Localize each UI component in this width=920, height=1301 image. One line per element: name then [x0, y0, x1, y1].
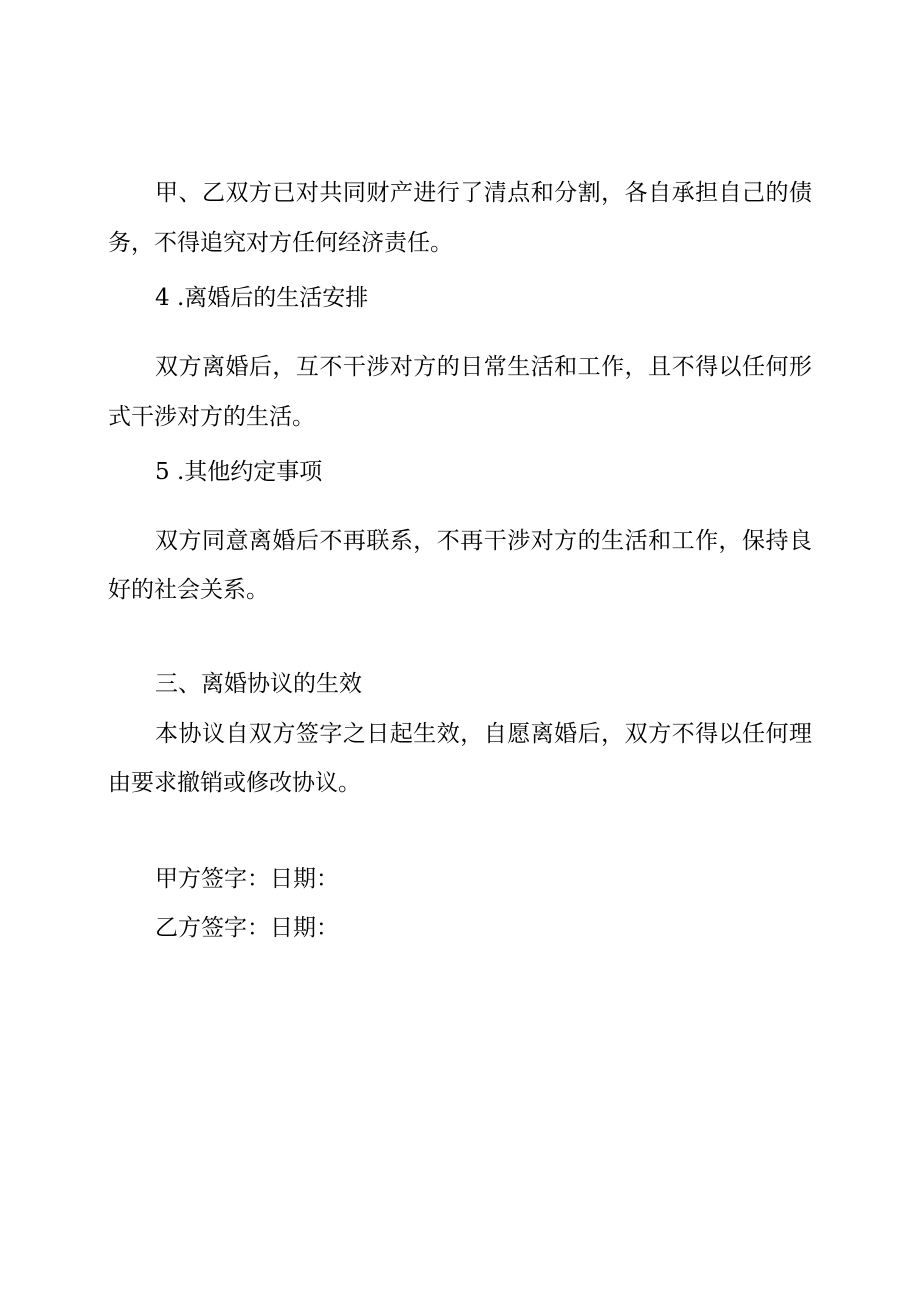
- section-effectiveness-title: 三、离婚协议的生效: [155, 671, 362, 697]
- property-paragraph-line-1: 甲、乙双方已对共同财产进行了清点和分割，各自承担自己的债: [155, 180, 812, 206]
- other-paragraph-line-1: 双方同意离婚后不再联系，不再干涉对方的生活和工作，保持良: [155, 528, 812, 554]
- life-paragraph-line-2: 式干涉对方的生活。: [108, 404, 315, 430]
- heading-other-matters: 5 .其他约定事项: [155, 459, 323, 485]
- signature-line-party-b: 乙方签字：日期：: [155, 915, 339, 941]
- other-paragraph-line-2: 好的社会关系。: [108, 577, 269, 603]
- effect-paragraph-line-1: 本协议自双方签字之日起生效，自愿离婚后，双方不得以任何理: [155, 721, 812, 747]
- property-paragraph-line-2: 务，不得追究对方任何经济责任。: [108, 230, 453, 256]
- signature-line-party-a: 甲方签字：日期：: [155, 866, 339, 892]
- heading-life-arrangement: 4 .离婚后的生活安排: [155, 285, 369, 311]
- life-paragraph-line-1: 双方离婚后，互不干涉对方的日常生活和工作，且不得以任何形: [155, 354, 812, 380]
- effect-paragraph-line-2: 由要求撤销或修改协议。: [108, 770, 361, 796]
